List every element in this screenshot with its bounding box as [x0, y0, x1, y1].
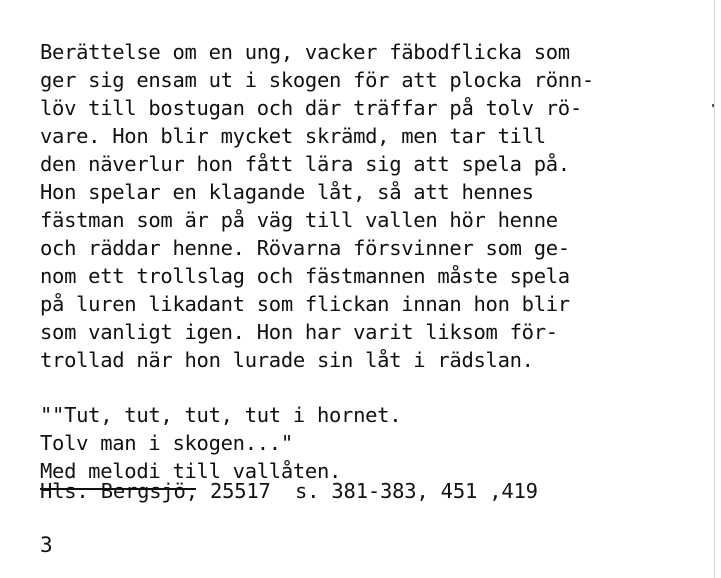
body-line-3: löv till bostugan och där träffar på tolv rö-: [40, 96, 582, 120]
body-line-2: ger sig ensam ut i skogen för att plocka rönn-: [40, 68, 594, 92]
body-line-6: Hon spelar en klagande låt, så att hennes: [40, 180, 534, 204]
melody-note-underlined: Med melodi: [40, 459, 161, 483]
body-line-1: Berättelse om en ung, vacker fäbodflicka som: [40, 40, 570, 64]
source-reference: Hls. Bergsjö, 25517 s. 381-383, 451 ,419: [40, 479, 538, 503]
body-line-7: fästman som är på väg till vallen hör henne: [40, 208, 558, 232]
body-line-10: på luren likadant som flickan innan hon blir: [40, 292, 570, 316]
verse-line-2: Tolv man i skogen...": [40, 431, 293, 455]
body-line-11: som vanligt igen. Hon har varit liksom för-: [40, 320, 558, 344]
page-number: 3: [40, 533, 53, 557]
body-line-5: den näverlur hon fått lära sig att spela på.: [40, 152, 570, 176]
body-line-4: vare. Hon blir mycket skrämd, men tar till: [40, 124, 546, 148]
card-right-edge: [714, 0, 715, 578]
melody-note-rest: till vallåten.: [160, 459, 342, 483]
body-line-9: nom ett trollslag och fästmannen måste spela: [40, 264, 570, 288]
body-line-8: och räddar henne. Rövarna försvinner som ge-: [40, 236, 570, 260]
body-line-12: trollad när hon lurade sin låt i rädslan.: [40, 348, 534, 372]
verse-line-1: ""Tut, tut, tut, tut i hornet.: [40, 403, 402, 427]
